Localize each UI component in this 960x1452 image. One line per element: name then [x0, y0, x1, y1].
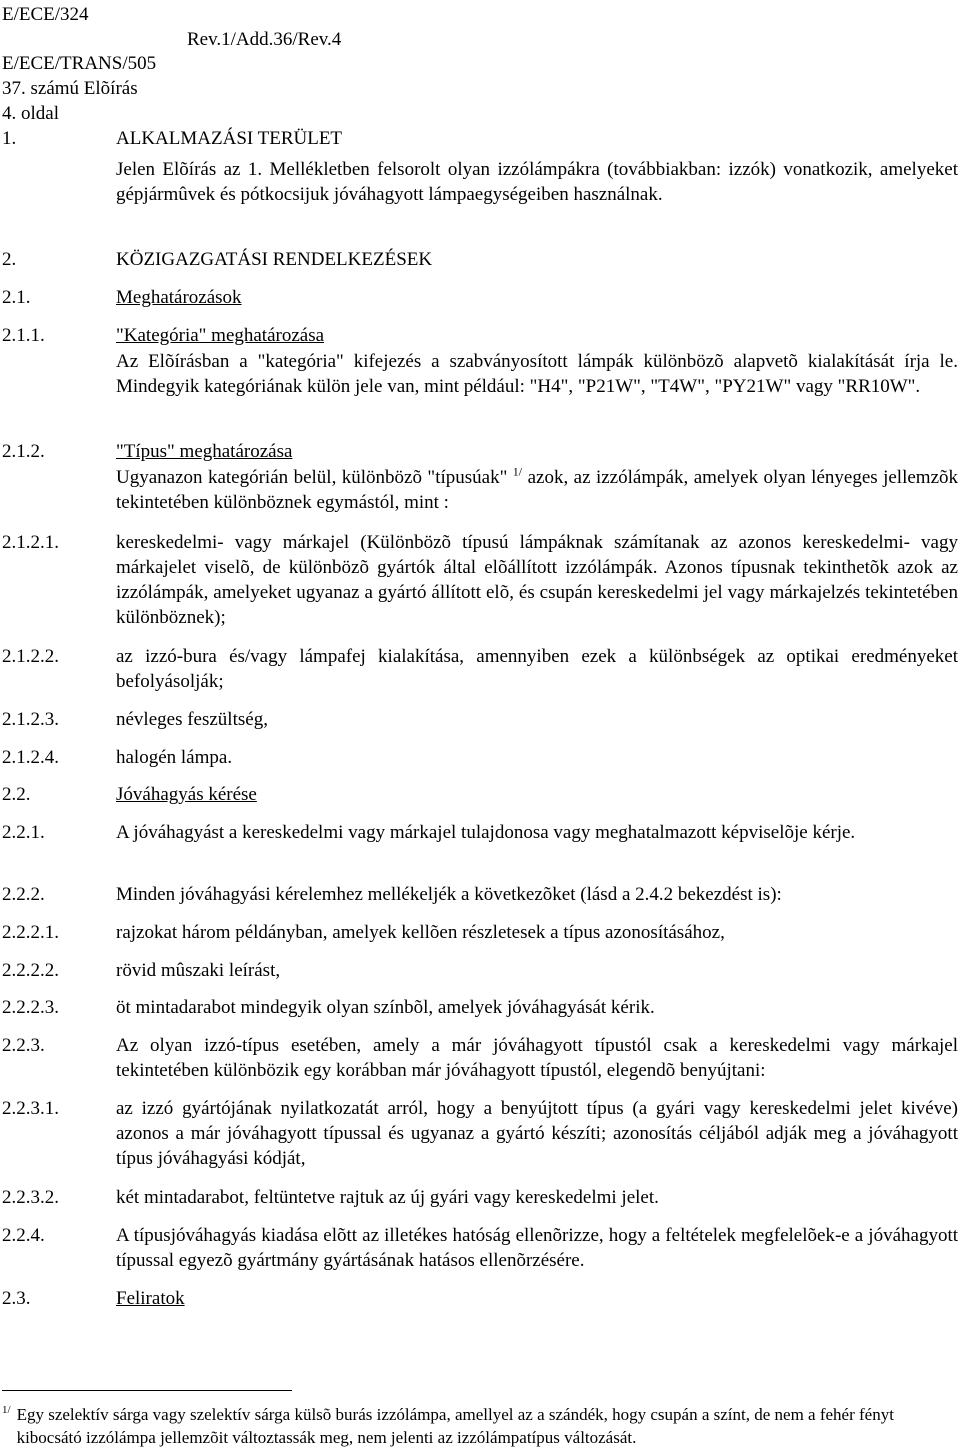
- section-paragraph: Az Elõírásban a "kategória" kifejezés a szabványosított lámpák különbözõ alapvetõ kialakítását írja le. Mindegyik kategóriának külön jele van, mint például: "H4", "P21W", "T4W", "PY21W" vagy "RR10W".: [116, 351, 958, 397]
- section-number: 2.2.2.2.: [2, 960, 59, 981]
- section-number: 2.2.3.: [2, 1035, 45, 1056]
- footnote-text: Egy szelektív sárga vagy szelektív sárga külsõ burás izzólámpa, amellyel az a szándék, hogy csupán a színt, de nem a fehér fényt kibocsátó izzólámpa jellemzõit változtassák meg, nem jelenti az izzólámpatípus változását.: [16, 1405, 894, 1447]
- section-paragraph: két mintadarabot, feltüntetve rajtuk az új gyári vagy kereskedelmi jelet.: [116, 1187, 659, 1208]
- section-number: 2.2.2.: [2, 884, 45, 905]
- section-paragraph: rajzokat három példányban, amelyek kellõen részletesek a típus azonosításához,: [116, 922, 725, 943]
- page-number: 4. oldal: [2, 103, 59, 124]
- section-heading: Meghatározások: [116, 287, 242, 308]
- section-paragraph: öt mintadarabot mindegyik olyan színbõl, amelyek jóváhagyását kérik.: [116, 997, 655, 1018]
- section-number: 2.1.2.1.: [2, 532, 59, 553]
- section-number: 2.2.2.3.: [2, 997, 59, 1018]
- section-number: 2.3.: [2, 1288, 31, 1309]
- section-number: 2.2.3.1.: [2, 1098, 59, 1119]
- paragraph-text: azok, az izzólámpák, amelyek olyan lényeges jellemzõk tekintetében különböznek egymástól, mint :: [116, 467, 959, 513]
- section-heading: Feliratok: [116, 1288, 185, 1309]
- doc-revision: Rev.1/Add.36/Rev.4: [187, 29, 342, 50]
- section-number: 2.2.3.2.: [2, 1187, 59, 1208]
- footnote: [2, 1403, 958, 1449]
- section-paragraph: halogén lámpa.: [116, 747, 233, 768]
- section-number: 2.1.: [2, 287, 31, 308]
- section-number: 2.1.2.2.: [2, 646, 59, 667]
- section-number: 1.: [2, 128, 17, 149]
- section-number: 2.2.2.1.: [2, 922, 59, 943]
- section-paragraph: Jelen Elõírás az 1. Mellékletben felsorolt olyan izzólámpákra (továbbiakban: izzók) vonatkozik, amelyeket gépjármûvek és pótkocsijuk jóváhagyott lámpaegységeiben használnak.: [116, 159, 958, 205]
- footnote-reference: 1/: [512, 464, 523, 479]
- section-number: 2.1.2.: [2, 441, 45, 462]
- section-number: 2.1.2.4.: [2, 747, 59, 768]
- section-heading: Jóváhagyás kérése: [116, 784, 257, 805]
- section-paragraph: az izzó gyártójának nyilatkozatát arról, hogy a benyújtott típus (a gyári vagy kereskedelmi jelet kivéve) azonos a már jóváhagyott típussal és ugyanaz a gyártó készíti; azonosítás céljából adják meg a jóváhagyott típus jóváhagyási kódját,: [116, 1098, 958, 1169]
- footnote-mark: 1/: [2, 1404, 11, 1417]
- section-number: 2.2.1.: [2, 822, 45, 843]
- doc-ref-2: E/ECE/TRANS/505: [2, 53, 157, 74]
- section-paragraph: [116, 465, 958, 515]
- section-paragraph: A jóváhagyást a kereskedelmi vagy márkajel tulajdonosa vagy meghatalmazott képviselõje kérje.: [116, 822, 856, 843]
- doc-ref-1: E/ECE/324: [2, 4, 89, 25]
- section-heading: KÖZIGAZGATÁSI RENDELKEZÉSEK: [116, 249, 433, 270]
- section-paragraph: névleges feszültség,: [116, 709, 268, 730]
- section-paragraph: kereskedelmi- vagy márkajel (Különbözõ típusú lámpáknak számítanak az azonos kereskedelmi- vagy márkajelet viselõ, de különbözõ gyártók által elõállított izzólámpák. Azonos típusnak tekinthetõk azok az izzólámpák, amelyeket ugyanaz a gyártó állított elõ, és csupán kereskedelmi jel vagy márkajelzés tekintetében különböznek);: [116, 532, 958, 628]
- section-number: 2.1.2.3.: [2, 709, 59, 730]
- section-paragraph: Minden jóváhagyási kérelemhez mellékeljék a következõket (lásd a 2.4.2 bekezdést is):: [116, 884, 782, 905]
- section-paragraph: az izzó-bura és/vagy lámpafej kialakítása, amennyiben ezek a különbségek az optikai eredményeket befolyásolják;: [116, 646, 958, 692]
- paragraph-text: Ugyanazon kategórián belül, különbözõ "típusúak": [116, 467, 508, 488]
- section-paragraph: rövid mûszaki leírást,: [116, 960, 281, 981]
- section-number: 2.: [2, 249, 17, 270]
- section-heading: "Típus" meghatározása: [116, 441, 293, 462]
- section-paragraph: Az olyan izzó-típus esetében, amely a már jóváhagyott típustól csak a kereskedelmi vagy márkajel tekintetében különbözik egy korábban már jóváhagyott típustól, elegendõ benyújtani:: [116, 1035, 958, 1081]
- section-number: 2.2.: [2, 784, 31, 805]
- section-paragraph: A típusjóváhagyás kiadása elõtt az illetékes hatóság ellenõrizze, hogy a feltételek megfelelõek-e a jóváhagyott típussal egyezõ gyártmány gyártásának hatásos ellenõrzésére.: [116, 1225, 958, 1271]
- section-number: 2.2.4.: [2, 1225, 45, 1246]
- footnote-divider: [2, 1390, 292, 1391]
- section-heading: "Kategória" meghatározása: [116, 325, 325, 346]
- section-number: 2.1.1.: [2, 325, 45, 346]
- regulation-label: 37. számú Elõírás: [2, 78, 138, 99]
- section-heading: ALKALMAZÁSI TERÜLET: [116, 128, 343, 149]
